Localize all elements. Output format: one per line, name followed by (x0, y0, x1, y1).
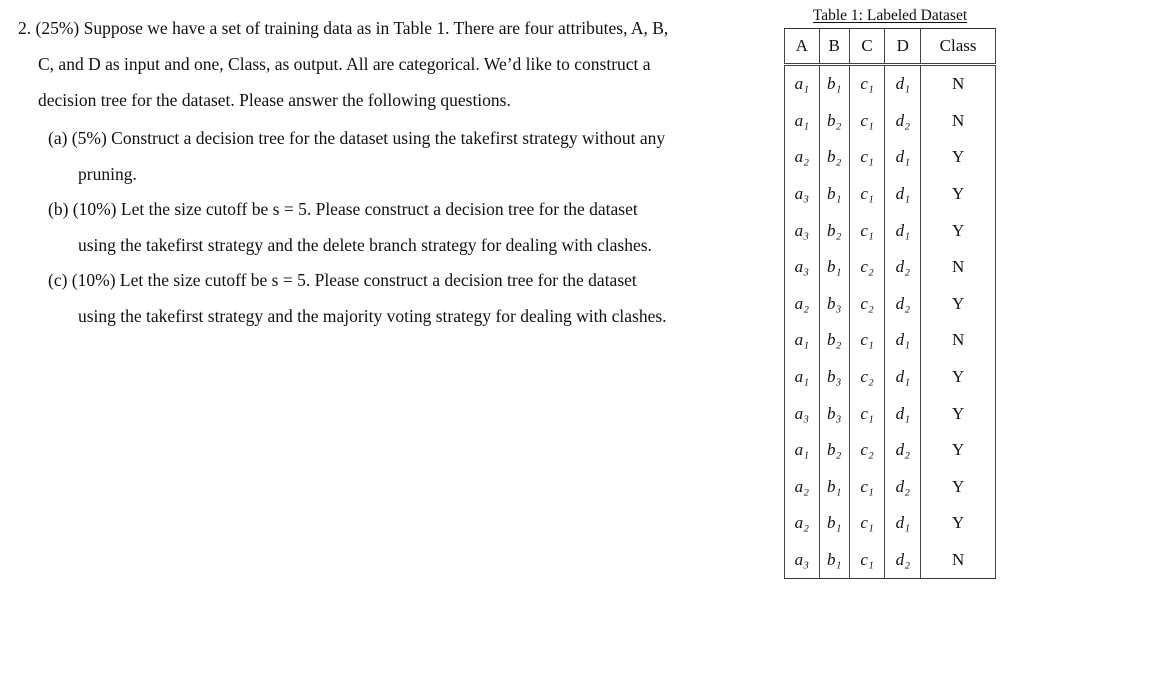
cell-b: b₁ (819, 65, 849, 103)
cell-class: N (921, 65, 996, 103)
cell-class: N (921, 542, 996, 579)
cell-c: c₁ (849, 542, 885, 579)
cell-b: b₁ (819, 542, 849, 579)
cell-c: c₁ (849, 505, 885, 542)
cell-a: a₂ (794, 513, 809, 533)
table-row (785, 359, 996, 396)
cell-d: d₂ (885, 469, 921, 506)
cell-class: Y (921, 469, 996, 506)
table-row (785, 469, 996, 506)
cell-a: a₁ (794, 440, 809, 460)
cell-d: d₁ (885, 395, 921, 432)
cell-c: c₂ (849, 359, 885, 396)
column-header-class: Class (921, 29, 996, 65)
table-caption: Table 1: Labeled Dataset (812, 7, 968, 24)
cell-b: b₁ (819, 176, 849, 213)
cell-d: d₂ (885, 103, 921, 140)
table-row (785, 212, 996, 249)
cell-b: b₂ (819, 103, 849, 140)
cell-a: a₃ (794, 220, 809, 240)
column-header-d: D (885, 29, 921, 65)
cell-a: a₃ (794, 403, 809, 423)
cell-class: N (921, 249, 996, 286)
cell-class: Y (921, 395, 996, 432)
part-a-line: (a) (5%) Construct a decision tree for the dataset using the takefirst strategy without any (48, 128, 666, 148)
cell-b: b₂ (819, 322, 849, 359)
cell-c: c₁ (849, 212, 885, 249)
cell-c: c₁ (849, 469, 885, 506)
cell-d: d₁ (885, 139, 921, 176)
cell-d: d₁ (885, 359, 921, 396)
cell-b: b₂ (819, 212, 849, 249)
cell-b: b₁ (819, 505, 849, 542)
cell-b: b₃ (819, 359, 849, 396)
cell-c: c₁ (849, 395, 885, 432)
part-c-line: using the takefirst strategy and the majority voting strategy for dealing with clashes. (78, 306, 667, 326)
part-b-line: using the takefirst strategy and the delete branch strategy for dealing with clashes. (78, 235, 652, 255)
table-row (785, 176, 996, 213)
cell-a: a₁ (794, 110, 809, 130)
cell-c: c₂ (849, 286, 885, 323)
table-row (785, 249, 996, 286)
cell-d: d₁ (885, 212, 921, 249)
cell-c: c₁ (849, 65, 885, 103)
part-b-line: (b) (10%) Let the size cutoff be s = 5. Please construct a decision tree for the dataset (48, 199, 638, 219)
cell-d: d₂ (885, 432, 921, 469)
cell-c: c₂ (849, 432, 885, 469)
table-row (785, 103, 996, 140)
cell-a: a₃ (794, 550, 809, 570)
cell-a: a₁ (794, 74, 809, 94)
cell-class: Y (921, 286, 996, 323)
dataset-table (784, 28, 996, 579)
table-row (785, 505, 996, 542)
cell-b: b₁ (819, 249, 849, 286)
cell-d: d₁ (885, 322, 921, 359)
table-row (785, 286, 996, 323)
cell-a: a₂ (794, 476, 809, 496)
cell-c: c₁ (849, 322, 885, 359)
table-row (785, 432, 996, 469)
table-body (785, 65, 996, 579)
cell-a: a₂ (794, 147, 809, 167)
table-row (785, 542, 996, 579)
cell-d: d₁ (885, 65, 921, 103)
cell-b: b₁ (819, 469, 849, 506)
cell-d: d₂ (885, 542, 921, 579)
cell-a: a₁ (794, 367, 809, 387)
cell-c: c₁ (849, 176, 885, 213)
table-header-row (785, 29, 996, 65)
part-a-line: pruning. (78, 164, 137, 184)
cell-b: b₂ (819, 139, 849, 176)
cell-d: d₂ (885, 249, 921, 286)
cell-c: c₂ (849, 249, 885, 286)
cell-d: d₁ (885, 505, 921, 542)
cell-class: Y (921, 212, 996, 249)
part-c-line: (c) (10%) Let the size cutoff be s = 5. Please construct a decision tree for the dataset (48, 270, 637, 290)
cell-b: b₂ (819, 432, 849, 469)
cell-c: c₁ (849, 103, 885, 140)
cell-d: d₁ (885, 176, 921, 213)
cell-a: a₁ (794, 330, 809, 350)
cell-class: Y (921, 359, 996, 396)
column-header-a: A (785, 29, 820, 65)
cell-class: Y (921, 176, 996, 213)
table-row (785, 395, 996, 432)
cell-b: b₃ (819, 286, 849, 323)
table-row (785, 65, 996, 103)
cell-class: Y (921, 432, 996, 469)
question-line: C, and D as input and one, Class, as output. All are categorical. We’d like to construct a (38, 54, 651, 74)
question-line: 2. (25%) Suppose we have a set of training data as in Table 1. There are four attributes, A, B, (18, 18, 669, 38)
cell-class: N (921, 103, 996, 140)
question-line: decision tree for the dataset. Please answer the following questions. (38, 90, 511, 110)
cell-a: a₃ (794, 184, 809, 204)
cell-class: Y (921, 505, 996, 542)
cell-class: Y (921, 139, 996, 176)
cell-a: a₃ (794, 257, 809, 277)
cell-c: c₁ (849, 139, 885, 176)
cell-a: a₂ (794, 293, 809, 313)
dataset-table-wrapper (784, 7, 996, 579)
cell-class: N (921, 322, 996, 359)
cell-b: b₃ (819, 395, 849, 432)
column-header-b: B (819, 29, 849, 65)
table-row (785, 139, 996, 176)
table-row (785, 322, 996, 359)
cell-d: d₂ (885, 286, 921, 323)
column-header-c: C (849, 29, 885, 65)
